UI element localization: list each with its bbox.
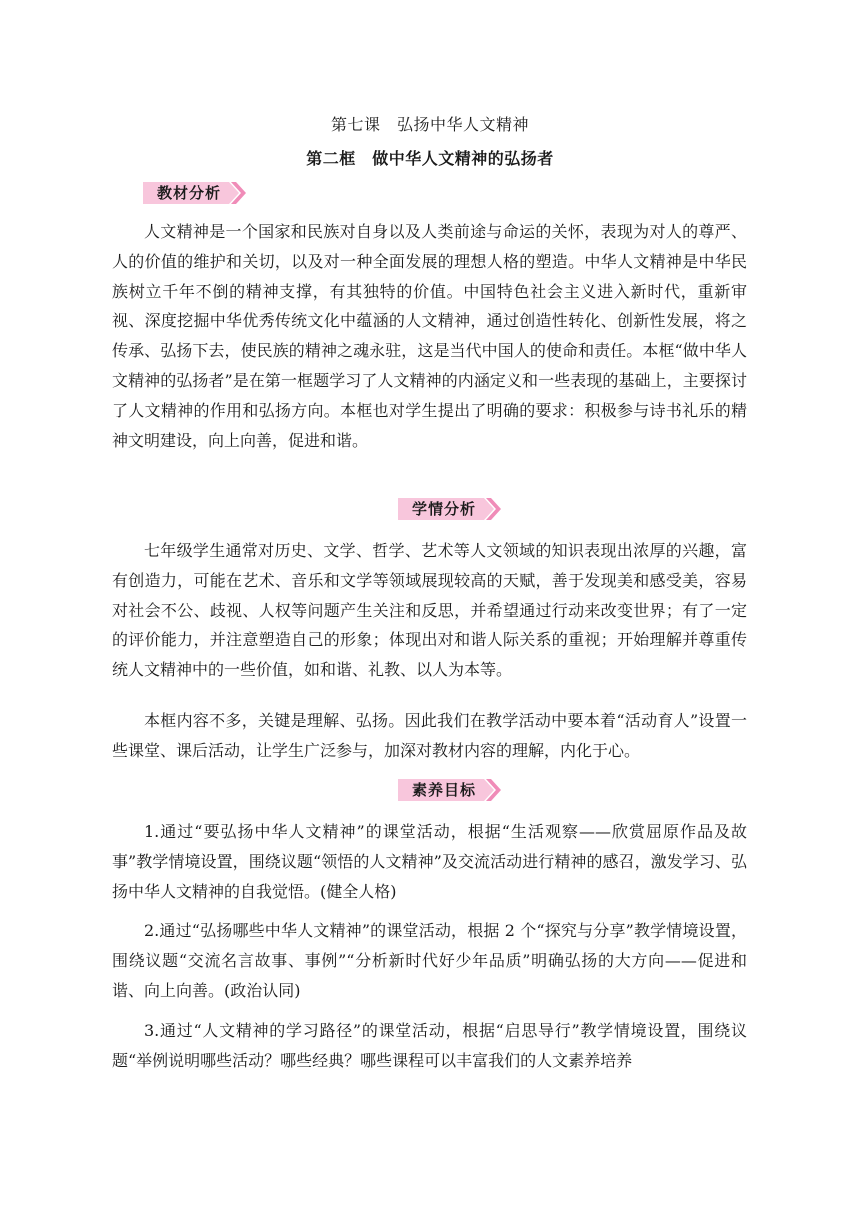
- section-title: 第二框 做中华人文精神的弘扬者: [306, 149, 554, 168]
- literacy-goals-tag: [398, 779, 518, 801]
- material-analysis-label: 教材分析: [156, 184, 221, 202]
- material-analysis-paragraph: 人文精神是一个国家和民族对自身以及人类前途与命运的关怀，表现为对人的尊严、人的价值的维护和关切，以及对一种全面发展的理想人格的塑造。中华人文精神是中华民族树立千年不倒的精神支撑，有其独特的价值。中国特色社会主义进入新时代，重新审视、深度挖掘中华优秀传统文化中蕴涵的人文精神，通过创造性转化、创新性发展，将之传承、弘扬下去，使民族的精神之魂永驻，这是当代中国人的使命和责任。本框“做中华人文精神的弘扬者”是在第一框题学习了人文精神的内涵定义和一些表现的基础上，主要探讨了人文精神的作用和弘扬方向。本框也对学生提出了明确的要求：积极参与诗书礼乐的精神文明建设，向上向善，促进和谐。: [112, 222, 747, 450]
- student-analysis-paragraph: 本框内容不多，关键是理解、弘扬。因此我们在教学活动中要本着“活动育人”设置一些课堂、课后活动，让学生广泛参与，加深对教材内容的理解，内化于心。: [112, 711, 747, 760]
- lesson-title: 第七课 弘扬中华人文精神: [330, 115, 529, 134]
- literacy-goal-item: 1.通过“要弘扬中华人文精神”的课堂活动，根据“生活观察——欣赏屈原作品及故事”教学情境设置，围绕议题“领悟的人文精神”及交流活动进行精神的感召，激发学习、弘扬中华人文精神的自我觉悟。(健全人格): [112, 822, 747, 901]
- literacy-goal-item: 3.通过“人文精神的学习路径”的课堂活动，根据“启思导行”教学情境设置，围绕议题“举例说明哪些活动？哪些经典？哪些课程可以丰富我们的人文素养培养: [112, 1021, 747, 1070]
- student-analysis-tag: [398, 498, 518, 520]
- material-analysis-tag: [143, 182, 263, 204]
- literacy-goals-label: 素养目标: [411, 781, 476, 799]
- literacy-goal-item: 2.通过“弘扬哪些中华人文精神”的课堂活动，根据 2 个“探究与分享”教学情境设置，围绕议题“交流名言故事、事例”“分析新时代好少年品质”明确弘扬的大方向——促进和谐、向上向善。(政治认同): [112, 921, 747, 1000]
- student-analysis-paragraph: 七年级学生通常对历史、文学、哲学、艺术等人文领域的知识表现出浓厚的兴趣，富有创造力，可能在艺术、音乐和文学等领域展现较高的天赋，善于发现美和感受美，容易对社会不公、歧视、人权等问题产生关注和反思，并希望通过行动来改变世界；有了一定的评价能力，并注意塑造自己的形象；体现出对和谐人际关系的重视；开始理解并尊重传统人文精神中的一些价值，如和谐、礼教、以人为本等。: [112, 541, 747, 680]
- student-analysis-label: 学情分析: [411, 500, 476, 518]
